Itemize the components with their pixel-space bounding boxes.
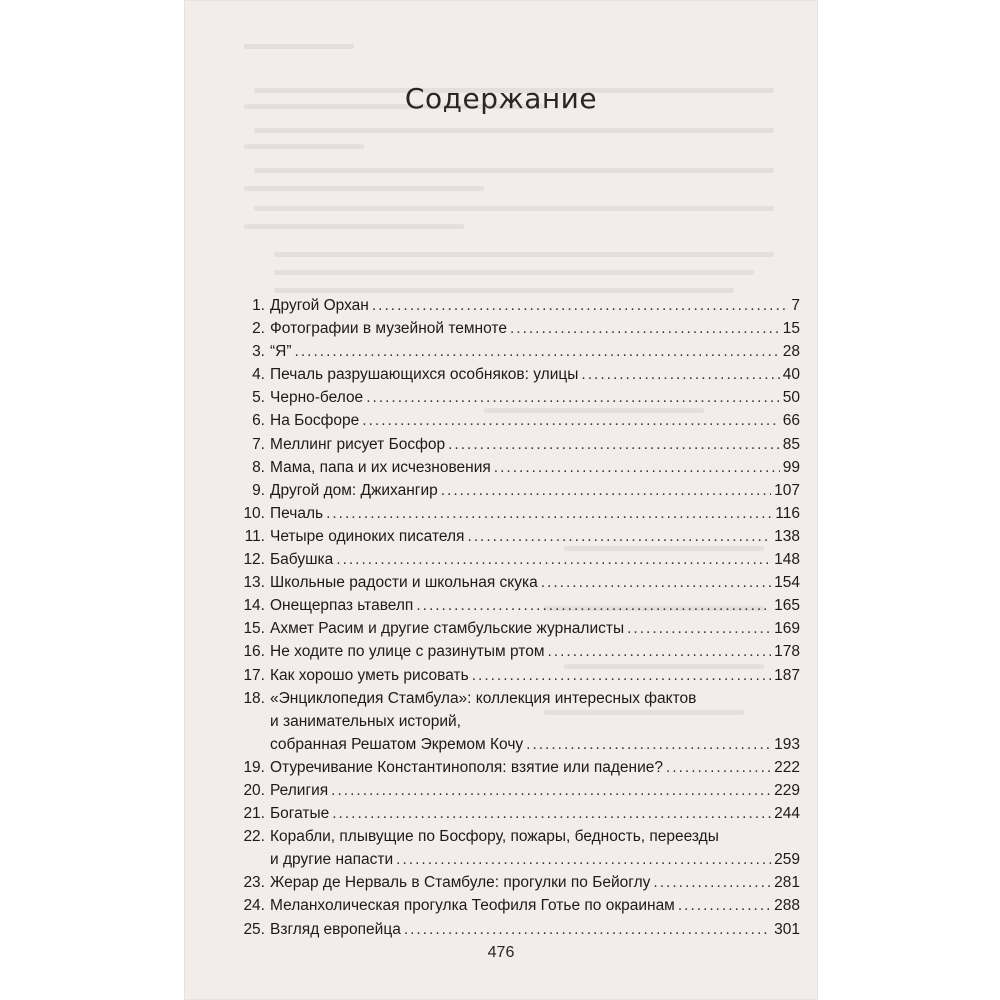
toc-entry-number: 12. <box>243 551 265 569</box>
toc-entry-line <box>270 664 800 687</box>
leader-dots <box>494 456 780 479</box>
toc-entry-line <box>270 502 800 525</box>
toc-entry-title: Не ходите по улице с разинутым ртом <box>270 643 545 661</box>
toc-entry-number: 9. <box>252 481 265 499</box>
toc-entry-title: Бабушка <box>270 551 334 569</box>
toc-entry-line <box>270 779 800 802</box>
toc-entry-title: Другой Орхан <box>270 297 369 314</box>
toc-entry-number: 13. <box>243 574 265 592</box>
leader-dots <box>416 594 771 617</box>
toc-entry-title: и занимательных историй, <box>270 712 461 730</box>
toc-entry-page: 244 <box>774 805 800 823</box>
toc-entry <box>230 733 818 756</box>
toc-entry-line <box>270 894 800 917</box>
toc-entry-page: 85 <box>782 435 800 453</box>
toc-entry <box>230 687 818 710</box>
toc-entry-page: 169 <box>774 620 800 638</box>
toc-entry-number: 19. <box>243 758 265 776</box>
toc-entry-line <box>270 871 800 894</box>
toc-entry-page: 178 <box>774 643 800 661</box>
toc-entry <box>230 848 818 871</box>
toc-entry-line <box>270 594 800 617</box>
toc-entry-line <box>270 802 800 825</box>
toc-entry <box>230 640 818 663</box>
toc-entry <box>230 617 818 640</box>
toc-entry-number: 16. <box>243 643 265 661</box>
leader-dots <box>331 779 771 802</box>
toc-entry <box>230 548 818 571</box>
toc-entry-number: 10. <box>243 504 265 522</box>
toc-entry-title: Школьные радости и школьная скука <box>270 574 538 592</box>
toc-entry <box>230 664 818 687</box>
leader-dots <box>653 871 771 894</box>
toc-entry-title: Меллинг рисует Босфор <box>270 435 446 453</box>
toc-entry <box>230 340 818 363</box>
toc-entry-line <box>270 640 800 663</box>
toc-entry-title: Религия <box>270 781 329 799</box>
toc-entry-title: Черно-белое <box>270 389 364 407</box>
toc-entry-title: “Я” <box>270 343 292 361</box>
leader-dots <box>666 756 771 779</box>
toc-entry-page: 138 <box>774 527 800 545</box>
toc-entry-number: 1. <box>252 297 265 314</box>
toc-entry <box>230 317 818 340</box>
toc-entry-line <box>270 409 800 432</box>
toc-entry-title: Отуречивание Константинополя: взятие или падение? <box>270 758 663 776</box>
toc-entry <box>230 779 818 802</box>
table-of-contents <box>230 294 818 941</box>
leader-dots <box>581 363 779 386</box>
toc-entry-page: 154 <box>774 574 800 592</box>
toc-entry-title: Четыре одиноких писателя <box>270 527 465 545</box>
toc-entry-line <box>270 340 800 363</box>
toc-entry-line <box>270 571 800 594</box>
toc-entry <box>230 871 818 894</box>
toc-entry-number: 11. <box>244 527 265 545</box>
toc-entry <box>230 825 818 848</box>
leader-dots <box>366 386 780 409</box>
toc-entry-number: 7. <box>252 435 265 453</box>
toc-entry-number: 22. <box>243 828 265 846</box>
leader-dots <box>362 409 779 432</box>
toc-entry-page: 301 <box>774 920 800 938</box>
toc-entry-page: 28 <box>782 343 800 361</box>
toc-entry-number: 3. <box>252 343 265 361</box>
toc-entry <box>230 409 818 432</box>
toc-entry-page: 107 <box>774 481 800 499</box>
leader-dots <box>396 848 771 871</box>
toc-entry <box>230 894 818 917</box>
toc-entry-title: Фотографии в музейной темноте <box>270 320 507 338</box>
toc-entry-title: Взгляд европейца <box>270 920 401 938</box>
toc-entry-line <box>270 294 800 317</box>
toc-entry-line <box>270 848 800 871</box>
toc-entry-number: 15. <box>243 620 265 638</box>
toc-entry-page: 15 <box>782 320 800 338</box>
toc-entry-line <box>270 918 800 941</box>
toc-entry-number: 4. <box>252 366 265 384</box>
toc-entry-title: Мама, папа и их исчезновения <box>270 458 491 476</box>
toc-entry-line <box>270 617 800 640</box>
toc-entry <box>230 502 818 525</box>
toc-entry <box>230 433 818 456</box>
toc-entry-number: 18. <box>243 689 265 707</box>
toc-entry-line <box>270 386 800 409</box>
toc-entry-line <box>270 548 800 571</box>
toc-entry-title: Печаль разрушающихся особняков: улицы <box>270 366 579 384</box>
toc-entry-page: 99 <box>782 458 800 476</box>
toc-entry <box>230 294 818 317</box>
toc-entry-page: 222 <box>774 758 800 776</box>
toc-entry-number: 6. <box>252 412 265 430</box>
book-page <box>184 0 818 1000</box>
toc-entry-page: 229 <box>774 781 800 799</box>
toc-entry-title: Как хорошо уметь рисовать <box>270 666 469 684</box>
toc-entry-page: 281 <box>774 874 800 892</box>
toc-entry-page: 7 <box>791 297 800 314</box>
toc-entry-page: 50 <box>782 389 800 407</box>
toc-entry-page: 165 <box>774 597 800 615</box>
toc-entry-line <box>270 433 800 456</box>
toc-entry-line <box>270 756 800 779</box>
toc-entry <box>230 479 818 502</box>
toc-entry-title: Богатые <box>270 805 330 823</box>
toc-entry <box>230 802 818 825</box>
toc-entry-number: 25. <box>243 920 265 938</box>
toc-entry-page: 288 <box>774 897 800 915</box>
toc-entry-line <box>270 733 800 756</box>
toc-entry-number: 5. <box>252 389 265 407</box>
toc-entry-page: 259 <box>774 851 800 869</box>
toc-entry-title: и другие напасти <box>270 851 394 869</box>
page-number: 476 <box>487 944 515 961</box>
page-title: Содержание <box>404 82 598 115</box>
leader-dots <box>448 433 780 456</box>
leader-dots <box>326 502 772 525</box>
toc-entry-line <box>270 479 800 502</box>
leader-dots <box>295 340 780 363</box>
toc-entry-title: Корабли, плывущие по Босфору, пожары, бедность, переезды <box>270 828 719 846</box>
toc-entry-title: Меланхолическая прогулка Теофиля Готье по окраинам <box>270 897 675 915</box>
leader-dots <box>467 525 771 548</box>
toc-entry-number: 20. <box>243 781 265 799</box>
leader-dots <box>441 479 771 502</box>
leader-dots <box>510 317 780 340</box>
toc-entry-title: Ахмет Расим и другие стамбульские журналисты <box>270 620 625 638</box>
toc-entry-page: 187 <box>774 666 800 684</box>
toc-entry-title: «Энциклопедия Стамбула»: коллекция интересных фактов <box>270 689 697 707</box>
toc-entry-line <box>270 456 800 479</box>
toc-entry-title: На Босфоре <box>270 412 360 430</box>
leader-dots <box>332 802 771 825</box>
toc-entry <box>230 756 818 779</box>
leader-dots <box>547 640 771 663</box>
toc-entry-page: 148 <box>774 551 800 569</box>
toc-entry <box>230 386 818 409</box>
toc-entry-line <box>270 525 800 548</box>
toc-entry-number: 23. <box>243 874 265 892</box>
leader-dots <box>336 548 771 571</box>
toc-entry <box>230 363 818 386</box>
leader-dots <box>627 617 771 640</box>
toc-entry-line <box>270 363 800 386</box>
leader-dots <box>372 294 789 317</box>
leader-dots <box>541 571 771 594</box>
toc-entry-title: Жерар де Нерваль в Стамбуле: прогулки по Бейоглу <box>270 874 651 892</box>
toc-entry-number: 8. <box>252 458 265 476</box>
toc-entry-title: собранная Решатом Экремом Кочу <box>270 735 524 753</box>
toc-entry <box>230 456 818 479</box>
toc-entry-number: 2. <box>252 320 265 338</box>
leader-dots <box>404 918 771 941</box>
toc-entry-number: 21. <box>243 805 265 823</box>
toc-entry-page: 66 <box>782 412 800 430</box>
toc-entry-page: 193 <box>774 735 800 753</box>
toc-entry-title: Онещерпаз ьтавелп <box>270 597 414 615</box>
toc-entry <box>230 525 818 548</box>
leader-dots <box>526 733 771 756</box>
toc-entry-page: 40 <box>782 366 800 384</box>
toc-entry-line <box>270 317 800 340</box>
toc-entry <box>230 571 818 594</box>
toc-entry-title: Печаль <box>270 504 324 522</box>
toc-entry <box>230 918 818 941</box>
leader-dots <box>472 664 771 687</box>
toc-entry <box>230 710 818 733</box>
toc-entry-number: 24. <box>243 897 265 915</box>
toc-entry-title: Другой дом: Джихангир <box>270 481 438 499</box>
toc-entry <box>230 594 818 617</box>
leader-dots <box>678 894 771 917</box>
toc-entry-number: 17. <box>243 666 265 684</box>
toc-entry-page: 116 <box>775 504 800 522</box>
toc-entry-number: 14. <box>243 597 265 615</box>
